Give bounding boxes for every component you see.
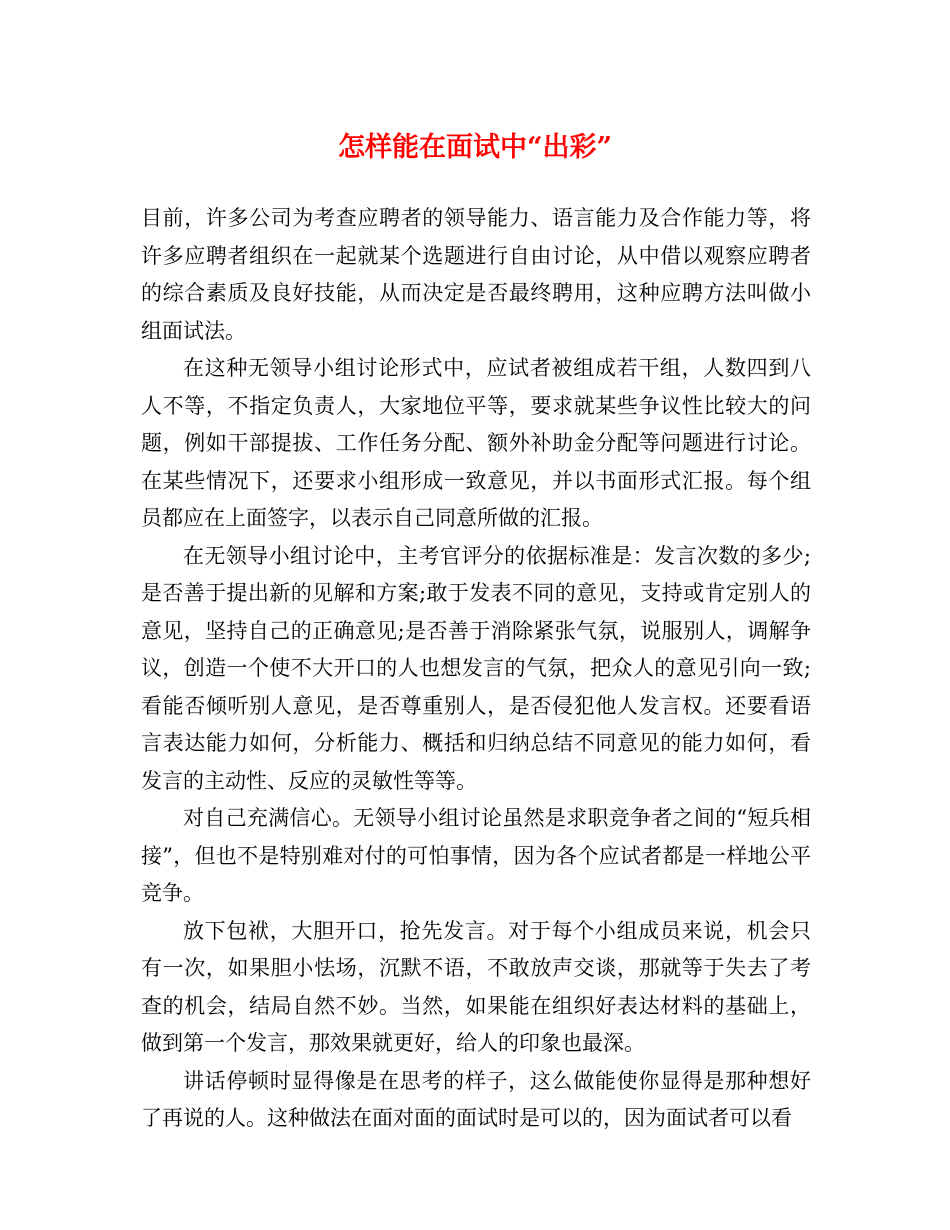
paragraph-1: 目前，许多公司为考查应聘者的领导能力、语言能力及合作能力等，将许多应聘者组织在一起就某个选题进行自由讨论，从中借以观察应聘者的综合素质及良好技能，从而决定是否最终聘用，这种应聘方法叫做小组面试法。	[141, 206, 811, 343]
paragraph-5: 放下包袱，大胆开口，抢先发言。对于每个小组成员来说，机会只有一次，如果胆小怯场，沉默不语，不敢放声交谈，那就等于失去了考查的机会，结局自然不妙。当然，如果能在组织好表达材料的基础上，做到第一个发言，那效果就更好，给人的印象也最深。	[141, 918, 811, 1055]
paragraph-4: 对自己充满信心。无领导小组讨论虽然是求职竞争者之间的“短兵相接”，但也不是特别难对付的可怕事情，因为各个应试者都是一样地公平竞争。	[141, 806, 811, 905]
document-title: 怎样能在面试中“出彩”	[337, 132, 613, 163]
paragraph-3: 在无领导小组讨论中，主考官评分的依据标准是：发言次数的多少;是否善于提出新的见解和方案;敢于发表不同的意见，支持或肯定别人的意见，坚持自己的正确意见;是否善于消除紧张气氛，说服别人，调解争议，创造一个使不大开口的人也想发言的气氛，把众人的意见引向一致;看能否倾听别人意见，是否尊重别人，是否侵犯他人发言权。还要看语言表达能力如何，分析能力、概括和归纳总结不同意见的能力如何，看发言的主动性、反应的灵敏性等等。	[141, 543, 811, 793]
paragraph-6: 讲话停顿时显得像是在思考的样子，这么做能使你显得是那种想好了再说的人。这种做法在面对面的面试时是可以的，因为面试者可以看	[141, 1068, 811, 1130]
paragraph-2: 在这种无领导小组讨论形式中，应试者被组成若干组，人数四到八人不等，不指定负责人，大家地位平等，要求就某些争议性比较大的问题，例如干部提拔、工作任务分配、额外补助金分配等问题进行讨论。在某些情况下，还要求小组形成一致意见，并以书面形式汇报。每个组员都应在上面签字，以表示自己同意所做的汇报。	[141, 356, 811, 530]
document-body	[141, 200, 811, 1138]
